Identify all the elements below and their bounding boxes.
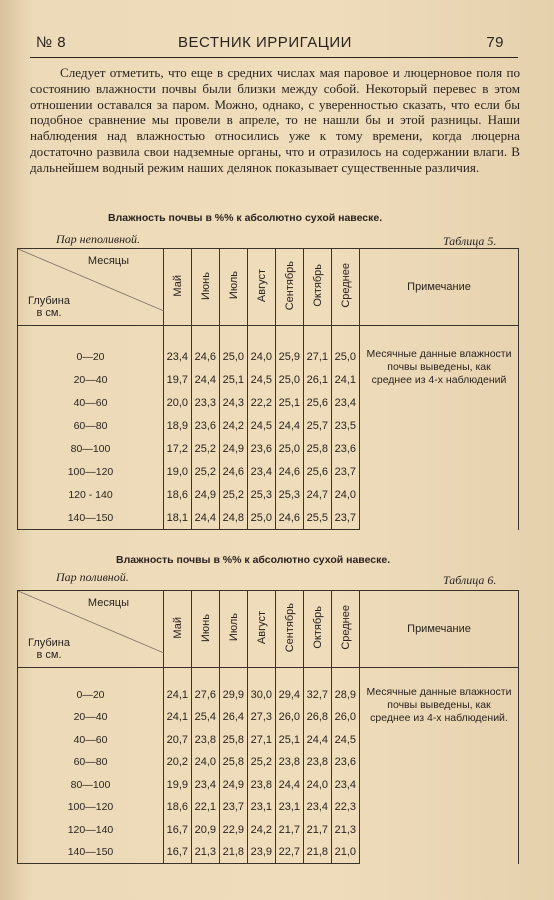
value-cell: 25,0: [276, 369, 304, 392]
column-header: [220, 249, 248, 326]
months-label: Месяцы: [87, 597, 129, 609]
value-cell: 25,7: [304, 415, 332, 438]
column-header-label: Июнь: [199, 613, 212, 642]
value-cell: 25,4: [192, 706, 220, 729]
value-cell: 24,0: [248, 326, 276, 369]
depth-cell: 100—120: [18, 461, 164, 484]
value-cell: 32,7: [304, 668, 332, 707]
column-header-label: Июль: [227, 613, 240, 642]
column-header: [220, 591, 248, 668]
value-cell: 24,6: [276, 461, 304, 484]
value-cell: 24,0: [332, 484, 360, 507]
header-rule: [30, 57, 518, 58]
value-cell: 19,9: [164, 774, 192, 797]
value-cell: 24,6: [220, 461, 248, 484]
table-row: [18, 668, 519, 707]
value-cell: 21,3: [192, 841, 220, 864]
column-header: [192, 591, 220, 668]
value-cell: 24,6: [276, 507, 304, 530]
depth-cell: 120 - 140: [18, 484, 164, 507]
value-cell: 27,1: [304, 326, 332, 369]
column-header-label: Сентябрь: [283, 260, 296, 311]
column-header: [276, 591, 304, 668]
note-header-label: Примечание: [407, 281, 471, 293]
value-cell: 20,7: [164, 729, 192, 752]
value-cell: 24,5: [248, 369, 276, 392]
value-cell: 24,1: [332, 369, 360, 392]
value-cell: 25,8: [220, 751, 248, 774]
paragraph-text: Следует отметить, что еще в средних числах мая паровое и люцерновое поля по состоянию влажности почвы были близки между собой. Некоторый перевес в этом отношении оставался за паром. Можно, однако, с уверенностью сказать, что если бы подобное сравнение мы провели в апреле, то не нашли бы и этой разницы. Наши наблюдения над влажностью относились уже к тому времени, когда люцерна достаточно развила свои надземные органы, что и отразилось на содержании влаги. В дальнейшем водный режим наших делянок показывает существенные различия.: [30, 65, 520, 175]
column-header-label: Октябрь: [311, 264, 324, 307]
column-header: [332, 249, 360, 326]
value-cell: 23,8: [248, 774, 276, 797]
value-cell: 28,9: [332, 668, 360, 707]
value-cell: 24,4: [192, 369, 220, 392]
value-cell: 23,5: [332, 415, 360, 438]
depth-cell: 60—80: [18, 415, 164, 438]
column-header: [248, 591, 276, 668]
value-cell: 24,9: [220, 438, 248, 461]
value-cell: 25,3: [276, 484, 304, 507]
value-cell: 23,4: [332, 774, 360, 797]
corner-header: [18, 249, 164, 326]
depth-cell: 20—40: [18, 369, 164, 392]
value-cell: 25,2: [248, 751, 276, 774]
body-paragraph: [30, 65, 520, 176]
issue-number: № 8: [36, 34, 67, 51]
value-cell: 23,4: [332, 392, 360, 415]
column-header: [192, 249, 220, 326]
value-cell: 22,1: [192, 796, 220, 819]
value-cell: 26,0: [332, 706, 360, 729]
value-cell: 26,4: [220, 706, 248, 729]
column-header: [276, 249, 304, 326]
column-header: [304, 591, 332, 668]
value-cell: 17,2: [164, 438, 192, 461]
value-cell: 30,0: [248, 668, 276, 707]
value-cell: 16,7: [164, 819, 192, 842]
value-cell: 21,8: [220, 841, 248, 864]
note-header: [360, 591, 519, 668]
value-cell: 22,3: [332, 796, 360, 819]
corner-header: [18, 591, 164, 668]
column-header-label: Июнь: [199, 271, 212, 300]
column-header: [164, 591, 192, 668]
value-cell: 24,6: [192, 326, 220, 369]
depth-cell: 0—20: [18, 326, 164, 369]
value-cell: 24,4: [304, 729, 332, 752]
depth-cell: 80—100: [18, 438, 164, 461]
note-header-label: Примечание: [407, 623, 471, 635]
depth-cell: 80—100: [18, 774, 164, 797]
value-cell: 20,9: [192, 819, 220, 842]
value-cell: 24,9: [220, 774, 248, 797]
value-cell: 25,8: [220, 729, 248, 752]
value-cell: 23,6: [248, 438, 276, 461]
value-cell: 23,6: [332, 438, 360, 461]
depth-cell: 140—150: [18, 841, 164, 864]
value-cell: 24,2: [248, 819, 276, 842]
value-cell: 25,0: [248, 507, 276, 530]
value-cell: 23,7: [332, 507, 360, 530]
value-cell: 23,4: [304, 796, 332, 819]
table-title: Влажность почвы в %% к абсолютно сухой навеске.: [108, 212, 383, 224]
value-cell: 22,9: [220, 819, 248, 842]
value-cell: 24,1: [164, 706, 192, 729]
value-cell: 21,0: [332, 841, 360, 864]
value-cell: 23,4: [164, 326, 192, 369]
value-cell: 20,2: [164, 751, 192, 774]
column-header: [332, 591, 360, 668]
value-cell: 23,7: [220, 796, 248, 819]
value-cell: 23,6: [192, 415, 220, 438]
value-cell: 23,6: [332, 751, 360, 774]
column-header-label: Август: [255, 268, 268, 303]
value-cell: 23,4: [248, 461, 276, 484]
note-header: [360, 249, 519, 326]
value-cell: 26,8: [304, 706, 332, 729]
value-cell: 24,5: [332, 729, 360, 752]
note-cell: Месячные данные влажности почвы выведены, как среднее из 4-х наблюдений.: [360, 668, 519, 864]
moisture-table-5: [17, 248, 519, 530]
value-cell: 29,9: [220, 668, 248, 707]
column-header-label: Сентябрь: [283, 602, 296, 653]
depth-cell: 140—150: [18, 507, 164, 530]
value-cell: 26,1: [304, 369, 332, 392]
column-header-label: Август: [255, 610, 268, 645]
moisture-table-6: [17, 590, 519, 864]
column-header-label: Май: [171, 616, 184, 639]
value-cell: 25,3: [248, 484, 276, 507]
value-cell: 23,1: [276, 796, 304, 819]
value-cell: 25,0: [332, 326, 360, 369]
value-cell: 23,7: [332, 461, 360, 484]
depth-cell: 60—80: [18, 751, 164, 774]
value-cell: 18,1: [164, 507, 192, 530]
value-cell: 27,6: [192, 668, 220, 707]
column-header-label: Среднее: [339, 605, 352, 650]
value-cell: 21,7: [304, 819, 332, 842]
table-label: Таблица 6.: [443, 573, 497, 587]
value-cell: 24,8: [220, 507, 248, 530]
value-cell: 23,8: [276, 751, 304, 774]
value-cell: 23,9: [248, 841, 276, 864]
table-subtitle: Пар неполивной.: [56, 232, 141, 246]
value-cell: 24,4: [276, 415, 304, 438]
value-cell: 19,7: [164, 369, 192, 392]
value-cell: 25,2: [192, 461, 220, 484]
column-header: [304, 249, 332, 326]
value-cell: 25,1: [276, 729, 304, 752]
value-cell: 18,9: [164, 415, 192, 438]
value-cell: 25,1: [276, 392, 304, 415]
value-cell: 22,2: [248, 392, 276, 415]
value-cell: 21,8: [304, 841, 332, 864]
value-cell: 24,1: [164, 668, 192, 707]
value-cell: 19,0: [164, 461, 192, 484]
value-cell: 25,6: [304, 461, 332, 484]
value-cell: 26,0: [276, 706, 304, 729]
column-header: [248, 249, 276, 326]
page-number: 79: [486, 34, 504, 51]
note-cell: Месячные данные влажности почвы выведены, как среднее из 4-х наблюдений: [360, 326, 519, 530]
value-cell: 23,3: [192, 392, 220, 415]
months-label: Месяцы: [87, 255, 129, 267]
value-cell: 24,7: [304, 484, 332, 507]
value-cell: 18,6: [164, 484, 192, 507]
journal-title: ВЕСТНИК ИРРИГАЦИИ: [178, 34, 352, 51]
value-cell: 25,1: [220, 369, 248, 392]
value-cell: 24,9: [192, 484, 220, 507]
value-cell: 18,6: [164, 796, 192, 819]
column-header-label: Май: [171, 274, 184, 297]
value-cell: 24,0: [192, 751, 220, 774]
column-header-label: Октябрь: [311, 606, 324, 649]
table-row: [18, 326, 519, 369]
value-cell: 21,7: [276, 819, 304, 842]
table-subtitle: Пар поливной.: [56, 570, 129, 584]
value-cell: 24,2: [220, 415, 248, 438]
depth-cell: 20—40: [18, 706, 164, 729]
value-cell: 23,8: [192, 729, 220, 752]
value-cell: 25,0: [220, 326, 248, 369]
value-cell: 25,9: [276, 326, 304, 369]
column-header: [164, 249, 192, 326]
value-cell: 25,2: [220, 484, 248, 507]
column-header-label: Среднее: [339, 263, 352, 308]
value-cell: 27,3: [248, 706, 276, 729]
value-cell: 25,5: [304, 507, 332, 530]
value-cell: 16,7: [164, 841, 192, 864]
value-cell: 25,6: [304, 392, 332, 415]
value-cell: 24,0: [304, 774, 332, 797]
value-cell: 21,3: [332, 819, 360, 842]
value-cell: 22,7: [276, 841, 304, 864]
value-cell: 25,8: [304, 438, 332, 461]
value-cell: 24,4: [192, 507, 220, 530]
value-cell: 24,5: [248, 415, 276, 438]
depth-cell: 120—140: [18, 819, 164, 842]
table-label: Таблица 5.: [443, 234, 497, 248]
depth-cell: 40—60: [18, 392, 164, 415]
page-header: [36, 34, 504, 52]
value-cell: 25,0: [276, 438, 304, 461]
table-title: Влажность почвы в %% к абсолютно сухой навеске.: [116, 554, 391, 566]
depth-cell: 0—20: [18, 668, 164, 707]
value-cell: 23,8: [304, 751, 332, 774]
depth-label: Глубина в см.: [27, 637, 71, 661]
value-cell: 25,2: [192, 438, 220, 461]
value-cell: 23,1: [248, 796, 276, 819]
value-cell: 24,4: [276, 774, 304, 797]
value-cell: 24,3: [220, 392, 248, 415]
value-cell: 23,4: [192, 774, 220, 797]
value-cell: 27,1: [248, 729, 276, 752]
depth-cell: 100—120: [18, 796, 164, 819]
depth-cell: 40—60: [18, 729, 164, 752]
value-cell: 20,0: [164, 392, 192, 415]
depth-label: Глубина в см.: [27, 295, 71, 319]
value-cell: 29,4: [276, 668, 304, 707]
column-header-label: Июль: [227, 271, 240, 300]
